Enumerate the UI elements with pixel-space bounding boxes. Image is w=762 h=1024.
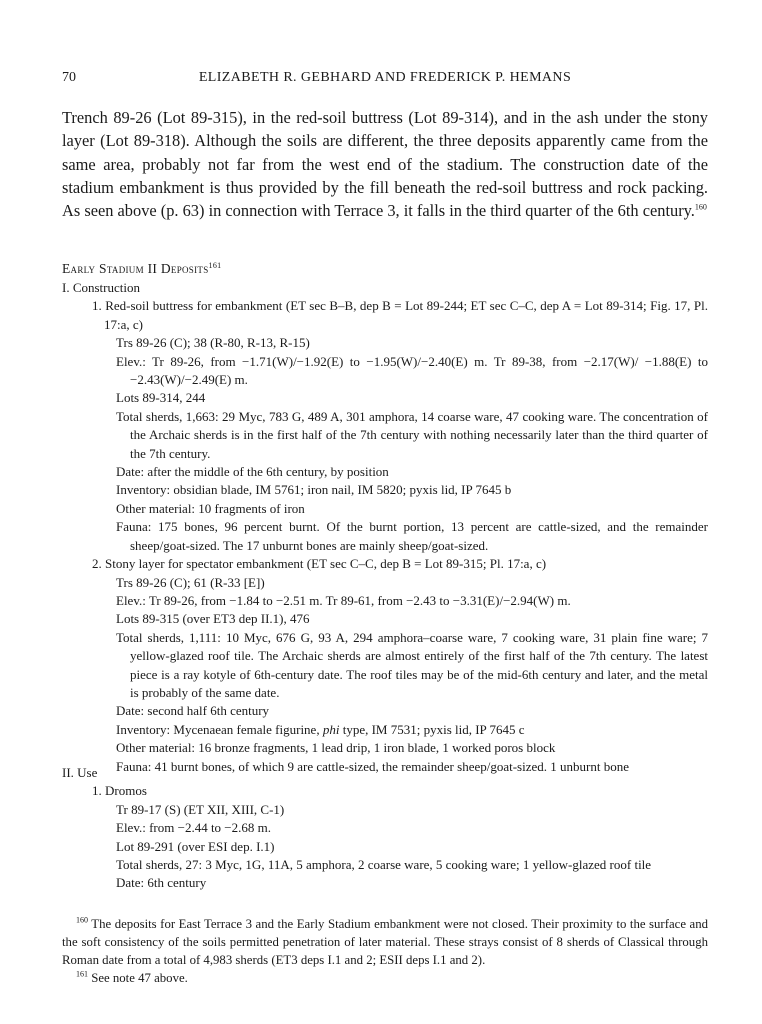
intro-paragraph xyxy=(62,106,708,222)
fauna-line: Fauna: 41 burnt bones, of which 9 are cattle-sized, the remainder sheep/goat-sized. 1 unburnt bone xyxy=(116,758,629,774)
date-line: Date: after the middle of the 6th century, by position xyxy=(116,464,389,480)
lots-line: Lots 89-315 (over ET3 dep II.1), 476 xyxy=(116,611,310,627)
footnote-ref-161[interactable]: 161 xyxy=(208,260,222,270)
footnote-ref-160[interactable]: 160 xyxy=(694,202,707,212)
tr-line: Tr 89-17 (S) (ET XII, XIII, C-1) xyxy=(116,801,285,817)
item-red-soil-details xyxy=(62,334,708,555)
date-line: Date: second half 6th century xyxy=(116,703,270,719)
inventory-text-b: type, IM 7531; pyxis lid, IP 7645 c xyxy=(339,721,525,737)
footnotes xyxy=(62,915,708,987)
item-red-soil-title: 1. Red-soil buttress for embankment (ET sec B–B, dep B = Lot 89-244; ET sec C–C, dep A = Lot 89-314; Fig. 17, Pl. 17:a, c) xyxy=(92,298,708,332)
page-number: 70 xyxy=(62,70,76,85)
footnote-text: See note 47 above. xyxy=(91,971,188,985)
sherds-line: Total sherds, 1,663: 29 Myc, 783 G, 489 A, 301 amphora, 14 coarse ware, 47 cooking ware. The concentration of the Archaic sherds is in the first half of the 7th century with nothing necessarily later than the third quarter of the 7th century. xyxy=(116,408,708,461)
sherds-line: Total sherds, 27: 3 Myc, 1G, 11A, 5 amphora, 2 coarse ware, 5 cooking ware; 1 yellow-glazed roof tile xyxy=(116,857,652,873)
footnote-number: 161 xyxy=(76,969,88,979)
item-dromos-title: 1. Dromos xyxy=(92,783,147,799)
elev-line: Elev.: from −2.44 to −2.68 m. xyxy=(116,820,271,836)
use-heading: II. Use xyxy=(62,765,98,780)
footnote-160 xyxy=(62,915,708,969)
footnote-text: The deposits for East Terrace 3 and the Early Stadium embankment were not closed. Their proximity to the surface and the soft consistency of the soils permitted penetration of later material. These strays consist of 8 sherds of Classical through Roman date from a total of 4,983 sherds (ET3 deps I.1 and 2; ESII deps I.1 and 2). xyxy=(62,917,708,967)
construction-heading: I. Construction xyxy=(62,280,140,295)
item-stony-layer-title: 2. Stony layer for spectator embankment (ET sec C–C, dep B = Lot 89-315; Pl. 17:a, c) xyxy=(92,556,547,572)
item-stony-layer-details xyxy=(62,574,708,776)
running-header xyxy=(62,70,708,90)
lot-line: Lot 89-291 (over ESI dep. I.1) xyxy=(116,838,275,854)
elev-line: Elev.: Tr 89-26, from −1.84 to −2.51 m. Tr 89-61, from −2.43 to −3.31(E)/−2.94(W) m. xyxy=(116,592,571,608)
inventory-italic: phi xyxy=(322,721,340,737)
date-line: Date: 6th century xyxy=(116,875,207,891)
inventory-text-a: Inventory: Mycenaean female figurine, xyxy=(116,721,323,737)
elev-line: Elev.: Tr 89-26, from −1.71(W)/−1.92(E) to −1.95(W)/−2.40(E) m. Tr 89-38, from −2.17(W)/ −1.88(E) to −2.43(W)/−2.49(E) m. xyxy=(116,353,708,388)
trs-line: Trs 89-26 (C); 61 (R-33 [E]) xyxy=(116,574,265,590)
section-heading xyxy=(62,261,221,277)
fauna-line: Fauna: 175 bones, 96 percent burnt. Of the burnt portion, 13 percent are cattle-sized, and the remainder sheep/goat-sized. The 17 unburnt bones are mainly sheep/goat-sized. xyxy=(116,519,708,553)
intro-paragraph-text: Trench 89-26 (Lot 89-315), in the red-soil buttress (Lot 89-314), and in the ash under the stony layer (Lot 89-318). Although the soils are different, the three deposits apparently came from the same area, probably not far from the west end of the stadium. The construction date of the stadium embankment is thus provided by the fill beneath the red-soil buttress and rock packing. As seen above (p. 63) in connection with Terrace 3, it falls in the third quarter of the 6th century. xyxy=(62,108,708,221)
page xyxy=(62,0,708,1024)
item-dromos-details xyxy=(62,801,708,893)
other-material-line: Other material: 16 bronze fragments, 1 lead drip, 1 iron blade, 1 worked poros block xyxy=(116,740,556,756)
other-material-line: Other material: 10 fragments of iron xyxy=(116,500,305,516)
footnote-number: 160 xyxy=(76,915,88,925)
section-heading-text: Early Stadium II Deposits xyxy=(62,261,209,276)
sherds-line: Total sherds, 1,111: 10 Myc, 676 G, 93 A, 294 amphora–coarse ware, 7 cooking ware, 31 plain fine ware; 7 yellow-glazed roof tile. The Archaic sherds are almost entirely of the first half of the 7th century. The latest piece is a ray kotyle of 6th-century date. The roof tiles may be of the mid-6th century and later, and the metal is probably of the same date. xyxy=(116,629,708,700)
trs-line: Trs 89-26 (C); 38 (R-80, R-13, R-15) xyxy=(116,335,310,351)
footnote-161 xyxy=(62,969,708,987)
construction-section xyxy=(62,279,708,776)
inventory-line: Inventory: obsidian blade, IM 5761; iron nail, IM 5820; pyxis lid, IP 7645 b xyxy=(116,482,512,498)
use-section xyxy=(62,764,708,893)
inventory-line xyxy=(116,721,708,739)
running-header-authors: ELIZABETH R. GEBHARD AND FREDERICK P. HEMANS xyxy=(198,70,572,85)
lots-line: Lots 89-314, 244 xyxy=(116,390,206,406)
